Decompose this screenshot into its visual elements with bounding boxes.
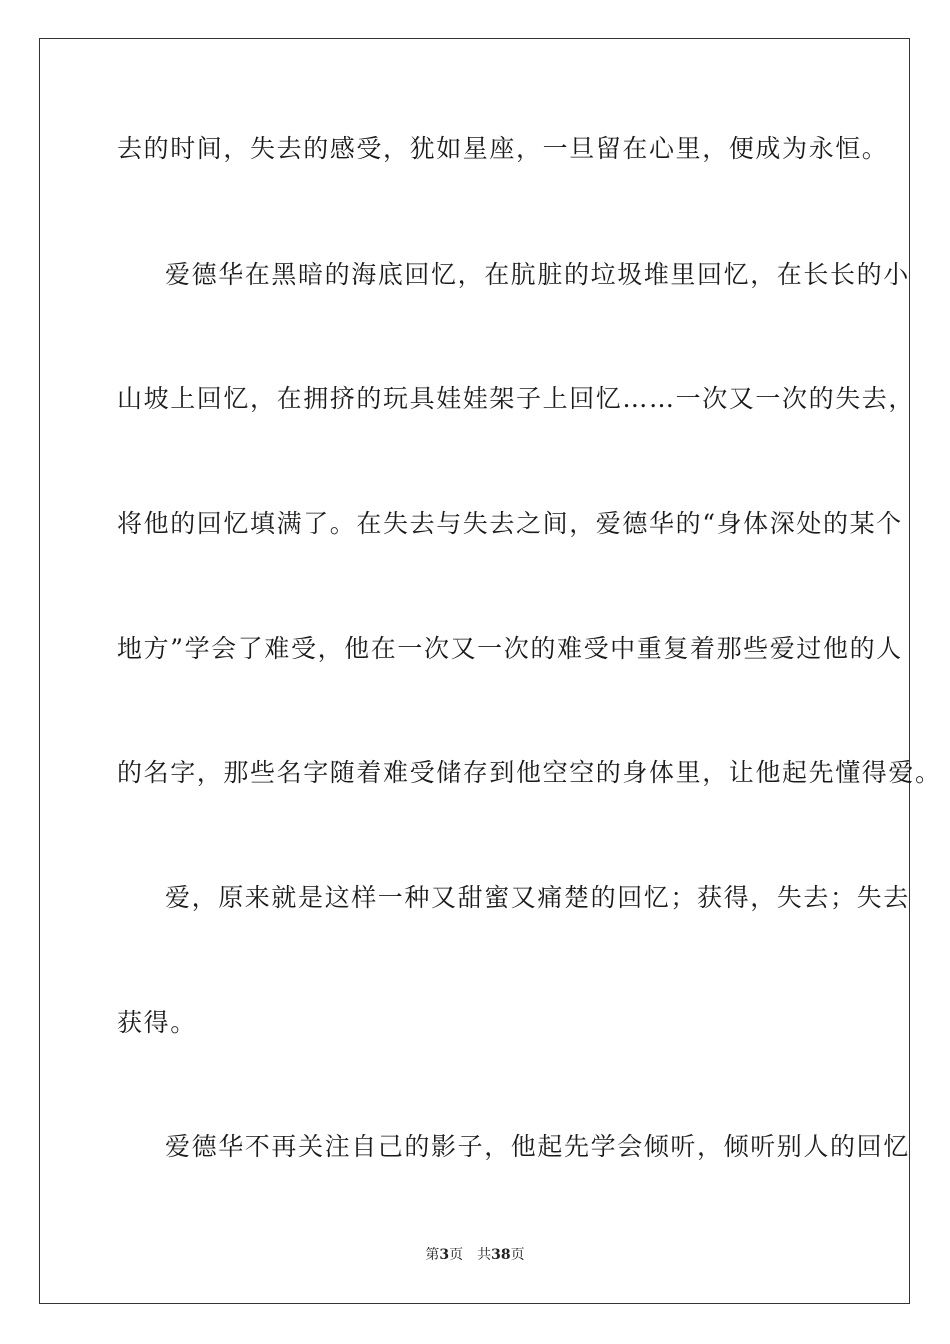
text-line-5: 地方”学会了难受，他在一次又一次的难受中重复着那些爱过他的人 [117,634,903,663]
page-number: 3 [439,1247,450,1263]
total-pages: 38 [491,1247,511,1263]
page-suffix: 页 [449,1247,464,1263]
text-line-3: 山坡上回忆，在拥挤的玩具娃娃架子上回忆……一次又一次的失去， [117,384,916,413]
text-line-6: 的名字，那些名字随着难受储存到他空空的身体里，让他起先懂得爱。 [117,758,942,787]
text-line-7: 爱，原来就是这样一种又甜蜜又痛楚的回忆；获得，失去；失去 [165,883,910,912]
text-line-2: 爱德华在黑暗的海底回忆，在肮脏的垃圾堆里回忆，在长长的小 [165,260,910,289]
page-footer [0,1246,950,1264]
total-suffix: 页 [510,1247,525,1263]
text-line-8: 获得。 [117,1008,197,1037]
page-border [39,38,942,1304]
total-prefix: 共 [477,1247,492,1263]
text-line-1: 去的时间，失去的感受，犹如星座，一旦留在心里，便成为永恒。 [117,134,889,163]
page-prefix: 第 [425,1247,440,1263]
text-line-4: 将他的回忆填满了。在失去与失去之间，爱德华的“身体深处的某个 [117,509,903,538]
text-line-9: 爱德华不再关注自己的影子，他起先学会倾听，倾听别人的回忆 [165,1132,910,1161]
